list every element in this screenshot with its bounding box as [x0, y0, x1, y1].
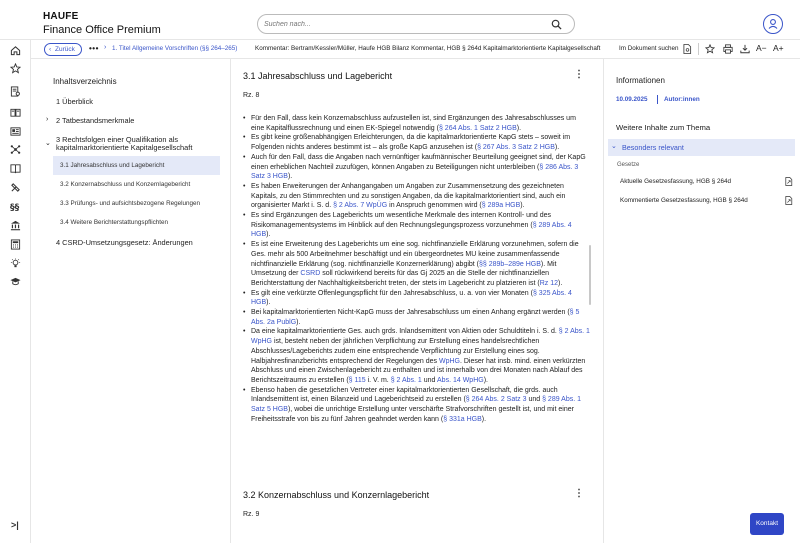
paragraph-text: ). [516, 124, 522, 132]
toc-item[interactable]: 1 Überblick [56, 97, 93, 106]
paragraph-text: Es gibt keine größenabhängigen Erleichterungen, da die kapitalmarktorientierte KapG stets – soweit im Folgenden nichts anderes bestimmt ist – als große KapG anzusehen ist ( [251, 134, 571, 152]
contact-button[interactable]: Kontakt [750, 513, 784, 535]
product-title: Finance Office Premium [43, 24, 161, 36]
document-search-icon[interactable] [10, 86, 21, 97]
paragraph-text: ), wobei die unrichtige Erstellung unter verschärfte Strafvorschriften gestellt ist, und mit einer Freiheitsstrafe von bis zu fünf Jahren geahndet werden kann ( [251, 406, 574, 423]
law-reference-link[interactable]: § 289a HGB [481, 202, 521, 210]
bullet-paragraph [243, 386, 591, 425]
laws-label: Gesetze [617, 162, 640, 168]
paragraph-text: ). [520, 202, 525, 210]
paragraph-text: ). Mit Umsetzung der [251, 260, 557, 278]
paragraph-text: Es haben Erweiterungen der Anhangangaben um Angaben zur Zusammensetzung des gezeichneten Kapitals, zu den Stimmrechten und zu sonstigen Angaben, da die kapitalmarktorientiert sind, auch ein organisierter Markt i. S. d. [251, 182, 566, 210]
paragraph-text: ist, besteht neben der jährlichen Verpflichtung zur Erstellung eines handelsrechtlichen Abschlusses/Lageberichts zudem eine entsprechende Verpflichtung zur Erstellung eines sog. Halbjahresfinanzberichts entsprechend der Regelungen des [251, 338, 540, 365]
paragraph-text: Es gilt eine verkürzte Offenlegungspflicht für den Jahresabschluss, u. a. von vier Monaten ( [251, 289, 533, 297]
paragraph-text: Bei kapitalmarktorientierten Nicht-KapG muss der Jahresabschluss um einen Anhang ergänzt werden ( [251, 309, 570, 317]
paragraph-text: und [526, 396, 543, 404]
bullet-list [243, 114, 591, 425]
law-reference-link[interactable]: § 286 Abs. 3 Satz 3 HGB [251, 163, 579, 181]
law-reference-link[interactable]: WpHG [438, 357, 460, 365]
search-input[interactable] [264, 17, 544, 31]
user-account-button[interactable] [763, 14, 783, 34]
section-menu-button[interactable]: ⋮ [574, 488, 584, 499]
margin-number: Rz. 8 [243, 92, 260, 99]
chevron-right-icon: › [104, 44, 107, 51]
toc-item[interactable]: 3 Rechtsfolgen einer Qualifikation als [56, 135, 179, 144]
user-icon [764, 15, 782, 33]
bullet-paragraph [243, 182, 591, 211]
in-document-search-label: Im Dokument suchen [619, 45, 679, 52]
document-link-icon[interactable] [785, 196, 793, 205]
book-open-icon[interactable] [10, 107, 21, 118]
bullet-paragraph [243, 153, 591, 182]
left-icon-rail [0, 40, 31, 543]
related-content-title: Weitere Inhalte zum Thema [616, 123, 711, 132]
law-reference-link[interactable]: § 5 Abs. 2a PublG [251, 309, 580, 326]
toc-subitem[interactable]: 3.4 Weitere Berichterstattungspflichten [60, 219, 169, 226]
svg-text:§§: §§ [10, 202, 20, 212]
table-of-contents [31, 59, 231, 543]
toc-item[interactable]: 2 Tatbestandsmerkmale [56, 116, 135, 125]
law-reference-link[interactable]: Abs. 14 WpHG [437, 376, 484, 384]
paragraph-text: ). [481, 415, 487, 423]
law-reference-link[interactable]: § 264 Abs. 1 Satz 2 HGB [438, 124, 517, 132]
paragraph-text: ). [558, 279, 563, 287]
tools-icon[interactable] [10, 182, 21, 193]
search-icon[interactable] [551, 19, 562, 30]
info-title: Informationen [616, 76, 665, 85]
section-heading: 3.2 Konzernabschluss und Konzernlagebericht [243, 490, 430, 500]
law-link[interactable]: Kommentierte Gesetzesfassung, HGB § 264d [620, 197, 748, 204]
law-reference-link[interactable]: §§ 289b–289e HGB [479, 260, 541, 268]
paragraph-text: soll rückwirkend bereits für das Gj 2025 an die Stelle der nichtfinanziellen Berichterstattung der Nachhaltigkeitsbericht treten, der stets im Lagebericht zu platzieren ist ( [251, 270, 550, 287]
chevron-down-icon[interactable]: ⌄ [45, 140, 51, 147]
paragraph-text: ). [266, 299, 271, 307]
news-icon[interactable] [10, 126, 21, 137]
document-toolbar [31, 40, 800, 59]
brand-logo: HAUFE [43, 11, 79, 22]
publication-date: 10.09.2025 [616, 96, 648, 103]
download-icon[interactable] [740, 44, 750, 54]
law-reference-link[interactable]: Rz 12 [539, 279, 558, 287]
calculator-icon[interactable] [10, 239, 21, 250]
law-reference-link[interactable]: § 289 Abs. 1 Satz 5 HGB [251, 396, 582, 414]
bullet-paragraph [243, 240, 591, 289]
font-increase-button[interactable]: A+ [773, 43, 784, 53]
paragraph-text: Für den Fall, dass kein Konzernabschluss aufzustellen ist, sind Ergänzungen des Jahresabschlusses um eine Kapitalflussrechnung und einen EK-Spiegel notwendig ( [251, 115, 576, 132]
law-reference-link[interactable]: § 267 Abs. 3 Satz 2 HGB [477, 144, 555, 152]
paragraph-text: i. V. m. [365, 376, 391, 384]
paragraph-text: Auch für den Fall, dass die Angaben nach vernünftiger kaufmännischer Beurteilung geeignet sind, der KapG einen erheblichen Nachteil zuzufügen, können Angaben zu Beteiligungen nicht unterbleiben ( [251, 153, 586, 171]
toc-subitem[interactable]: 3.3 Prüfungs- und aufsichtsbezogene Regelungen [60, 200, 201, 207]
paragraph-text: ). [287, 173, 293, 181]
paragraph-text: ). [266, 231, 271, 239]
toc-item[interactable]: 4 CSRD-Umsetzungsgesetz: Änderungen [56, 238, 193, 247]
bullet-paragraph [243, 289, 591, 308]
law-reference-link[interactable]: CSRD [300, 270, 321, 278]
toc-title: Inhaltsverzeichnis [53, 77, 117, 86]
paragraph-text: ). [296, 318, 301, 326]
favorites-star-icon[interactable] [10, 63, 21, 74]
paragraph-text: Es ist eine Erweiterung des Lageberichts um eine sog. nichtfinanzielle Erklärung vorzunehmen, sofern die Ges. mehr als 500 Arbeitnehmer beschäftigt und ein übergeordnetes MU keine zusammenfassende nichtfinanzielle Erklärung (sog. nichtfinanzielle Konzernerklärung) abgibt ( [251, 241, 579, 268]
font-decrease-button[interactable]: A− [756, 43, 767, 53]
paragraph-text: in Anspruch genommen wird ( [387, 202, 482, 210]
chevron-right-icon[interactable]: › [46, 116, 49, 123]
in-document-search-button[interactable] [619, 45, 679, 52]
toolbar-divider [698, 43, 699, 55]
breadcrumb-current: Kommentar: Bertram/Kessler/Müller, Haufe HGB Bilanz Kommentar, HGB § 264d Kapitalmarktorientierte Kapitalgesellschaft [255, 45, 601, 52]
paragraph-text: Ebenso haben die gesetzlichen Vertreter einer kapitalmarktorientierten Gesellschaft, die grds. auch Inlandsemittent ist, einen Bilanzeid und Lageberichtseid zu erstellen ( [251, 386, 558, 404]
lightbulb-icon[interactable] [10, 258, 21, 269]
paragraph-law-icon[interactable] [10, 201, 21, 212]
law-reference-link[interactable]: § 325 Abs. 4 HGB [251, 289, 572, 307]
law-reference-link[interactable]: § 331a HGB [443, 415, 482, 423]
chevron-down-icon: ⌄ [611, 143, 617, 150]
scrollbar-thumb[interactable] [589, 245, 591, 305]
favorite-star-icon[interactable] [705, 44, 715, 54]
margin-number: Rz. 9 [243, 511, 260, 518]
paragraph-text: ). [554, 144, 560, 152]
law-reference-link[interactable]: § 115 [348, 376, 366, 384]
bullet-paragraph [243, 114, 591, 133]
more-breadcrumbs-button[interactable]: ••• [89, 44, 99, 53]
paragraph-text: Es sind Ergänzungen des Lageberichts um wesentliche Merkmale des internen Kontroll- und des Risikomanagementsystems im Hinblick auf den Rechnungslegungsprozess vorzunehmen ( [251, 212, 552, 229]
home-icon[interactable] [10, 45, 21, 56]
chevron-left-icon: ‹ [49, 46, 52, 53]
divider [657, 95, 658, 104]
law-reference-link[interactable]: § 264 Abs. 2 Satz 3 [465, 396, 527, 404]
app-header [0, 0, 800, 40]
relevant-label: Besonders relevant [622, 143, 684, 152]
paragraph-text: . Dieser hat insb. mind. einen verkürzten Abschluss und einen Zwischenlagebericht zu enthalten und ist innerhalb von drei Monaten nach Ablauf des Berichtszeitraums zu erstellen ( [251, 357, 586, 384]
search-box[interactable] [257, 14, 575, 34]
back-button[interactable] [44, 43, 82, 56]
section-heading: 3.1 Jahresabschluss und Lagebericht [243, 71, 393, 81]
graduation-cap-icon[interactable] [10, 276, 21, 287]
law-reference-link[interactable]: § 2 Abs. 1 [390, 376, 422, 384]
law-reference-link[interactable]: § 289 Abs. 4 HGB [251, 221, 572, 239]
document-link-icon[interactable] [785, 177, 793, 186]
bullet-paragraph [243, 308, 591, 327]
toc-subitem[interactable]: 3.2 Konzernabschluss und Konzernlagebericht [60, 181, 191, 188]
breadcrumb-link[interactable]: 1. Titel Allgemeine Vorschriften (§§ 264–265) [112, 45, 238, 52]
paragraph-text: und [421, 376, 438, 384]
bullet-paragraph [243, 211, 591, 240]
document-content [231, 59, 603, 543]
library-book-icon[interactable] [10, 163, 21, 174]
toc-subitem-active[interactable]: 3.1 Jahresabschluss und Lagebericht [60, 162, 165, 169]
relevant-accordion[interactable] [608, 139, 795, 156]
document-search-icon[interactable] [683, 44, 692, 54]
print-icon[interactable] [723, 44, 733, 54]
bullet-paragraph [243, 133, 591, 152]
law-reference-link[interactable]: § 2 Abs. 7 WpÜG [333, 202, 388, 210]
toc-item-continued[interactable]: kapitalmarktorientierte Kapitalgesellschaft [56, 143, 193, 152]
law-link[interactable]: Aktuelle Gesetzesfassung, HGB § 264d [620, 178, 731, 185]
back-button-label: Zurück [55, 46, 75, 53]
network-icon[interactable] [10, 144, 21, 155]
info-panel [603, 59, 800, 543]
law-reference-link[interactable]: § 2 Abs. 1 WpHG [251, 328, 590, 346]
court-building-icon[interactable] [10, 220, 21, 231]
expand-sidebar-button[interactable]: >| [11, 520, 19, 530]
authors-link[interactable]: Autor:innen [664, 96, 700, 103]
paragraph-text: ). [483, 376, 488, 384]
bullet-paragraph [243, 327, 591, 385]
paragraph-text: Da eine kapitalmarktorientierte Ges. auch grds. Inlandsemittent von Aktien oder Schuldtiteln i. S. d. [251, 328, 559, 336]
section-menu-button[interactable]: ⋮ [574, 69, 584, 80]
